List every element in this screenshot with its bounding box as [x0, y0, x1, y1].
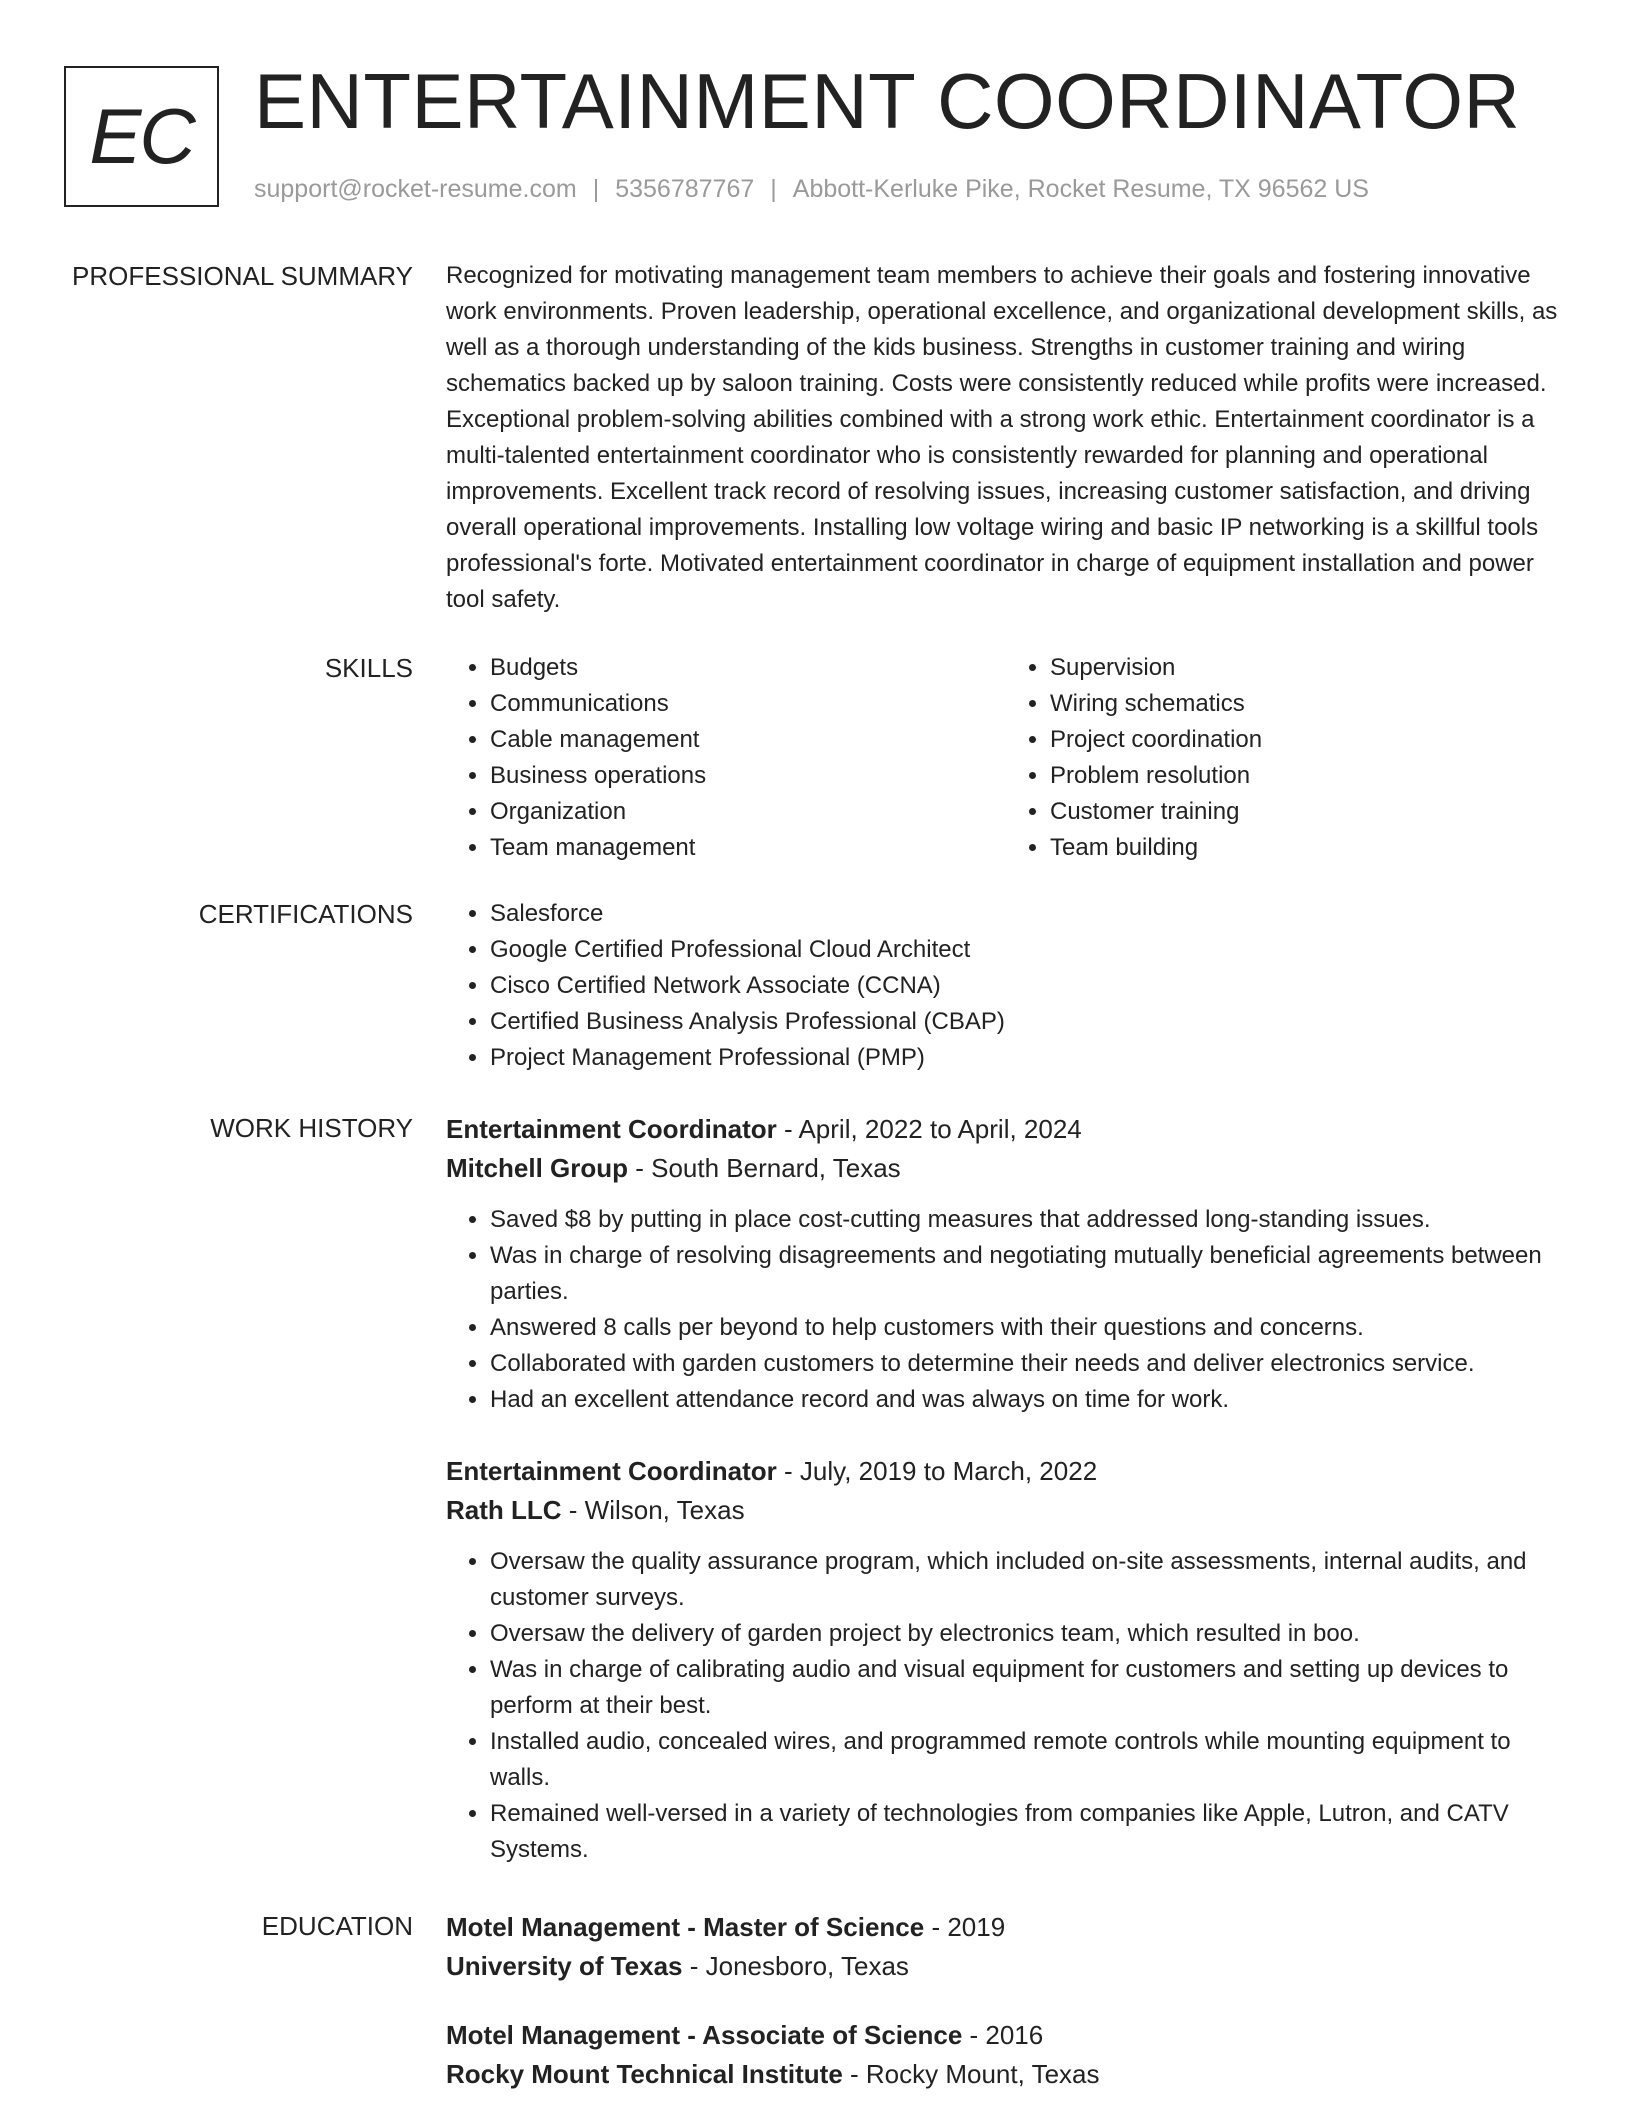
degree: Motel Management - Associate of Science	[446, 2020, 963, 2050]
school-location: - Rocky Mount, Texas	[842, 2059, 1100, 2089]
summary-content	[446, 258, 1566, 618]
job-entry	[446, 1452, 1566, 1868]
certification-item: • Salesforce	[490, 896, 1566, 932]
section-label-certifications: CERTIFICATIONS	[198, 899, 413, 929]
skill-item: • Wiring schematics	[1050, 686, 1566, 722]
resume-title: ENTERTAINMENT COORDINATOR	[254, 57, 1521, 145]
contact-address: Abbott-Kerluke Pike, Rocket Resume, TX 96562 US	[792, 175, 1369, 203]
job-title: Entertainment Coordinator	[446, 1456, 777, 1486]
job-company-line	[446, 1149, 1566, 1188]
job-bullet: • Installed audio, concealed wires, and programmed remote controls while mounting equipment to walls.	[490, 1724, 1566, 1796]
skill-item: • Supervision	[1050, 650, 1566, 686]
job-bullet: • Answered 8 calls per beyond to help customers with their questions and concerns.	[490, 1310, 1566, 1346]
job-bullet: • Was in charge of calibrating audio and visual equipment for customers and setting up devices to perform at their best.	[490, 1652, 1566, 1724]
job-entry	[446, 1110, 1566, 1418]
skill-item: • Business operations	[490, 758, 1006, 794]
certification-item: • Project Management Professional (PMP)	[490, 1040, 1566, 1076]
skill-item: • Budgets	[490, 650, 1006, 686]
job-bullet: • Was in charge of resolving disagreements and negotiating mutually beneficial agreements between parties.	[490, 1238, 1566, 1310]
job-dates: - April, 2022 to April, 2024	[776, 1114, 1082, 1144]
skill-item: • Team management	[490, 830, 1006, 866]
section-label-skills: SKILLS	[324, 653, 413, 683]
job-company: Rath LLC	[446, 1495, 562, 1525]
school: Rocky Mount Technical Institute	[446, 2059, 843, 2089]
school-line	[446, 2055, 1566, 2094]
education-entry	[446, 1908, 1566, 1986]
job-bullets	[446, 1544, 1566, 1868]
section-label-work-history: WORK HISTORY	[210, 1113, 413, 1143]
job-location: - South Bernard, Texas	[628, 1153, 901, 1183]
degree-year: - 2016	[962, 2020, 1044, 2050]
skill-item: • Problem resolution	[1050, 758, 1566, 794]
job-title: Entertainment Coordinator	[446, 1114, 777, 1144]
degree-line	[446, 2016, 1566, 2055]
education-entry	[446, 2016, 1566, 2094]
degree: Motel Management - Master of Science	[446, 1912, 925, 1942]
certification-item: • Google Certified Professional Cloud Architect	[490, 932, 1566, 968]
job-bullets	[446, 1202, 1566, 1418]
contact-line	[254, 175, 1369, 204]
skill-item: • Cable management	[490, 722, 1006, 758]
contact-phone[interactable]: 5356787767	[615, 175, 755, 203]
skill-item: • Organization	[490, 794, 1006, 830]
job-title-line	[446, 1110, 1566, 1149]
school-location: - Jonesboro, Texas	[682, 1951, 909, 1981]
monogram-logo: EC	[64, 66, 219, 207]
job-bullet: • Oversaw the quality assurance program, which included on-site assessments, internal audits, and customer surveys.	[490, 1544, 1566, 1616]
job-bullet: • Saved $8 by putting in place cost-cutting measures that addressed long-standing issues.	[490, 1202, 1566, 1238]
job-title-line	[446, 1452, 1566, 1491]
job-location: - Wilson, Texas	[561, 1495, 745, 1525]
contact-separator: |	[592, 175, 600, 203]
skill-item: • Project coordination	[1050, 722, 1566, 758]
work-history-content	[446, 1110, 1566, 1902]
job-bullet: • Remained well-versed in a variety of technologies from companies like Apple, Lutron, and CATV Systems.	[490, 1796, 1566, 1868]
certifications-content	[446, 896, 1566, 1076]
certifications-list	[446, 896, 1566, 1076]
skill-item: • Communications	[490, 686, 1006, 722]
skill-item: • Customer training	[1050, 794, 1566, 830]
skills-list-left	[446, 650, 1006, 866]
job-bullet: • Had an excellent attendance record and was always on time for work.	[490, 1382, 1566, 1418]
skills-content	[446, 650, 1566, 866]
job-company-line	[446, 1491, 1566, 1530]
summary-text: Recognized for motivating management team members to achieve their goals and fostering innovative work environments. Proven leadership, operational excellence, and organizational development skills, as well as a thorough understanding of the kids business. Strengths in customer training and wiring schematics backed up by saloon training. Costs were consistently reduced while profits were increased. Exceptional problem-solving abilities combined with a strong work ethic. Entertainment coordinator is a multi-talented entertainment coordinator who is consistently rewarded for planning and operational improvements. Excellent track record of resolving issues, increasing customer satisfaction, and driving overall operational improvements. Installing low voltage wiring and basic IP networking is a skillful tools professional's forte. Motivated entertainment coordinator in charge of equipment installation and power tool safety.	[446, 262, 1558, 613]
school-line	[446, 1947, 1566, 1986]
job-bullet: • Oversaw the delivery of garden project by electronics team, which resulted in boo.	[490, 1616, 1566, 1652]
job-company: Mitchell Group	[446, 1153, 628, 1183]
education-content	[446, 1908, 1566, 2124]
school: University of Texas	[446, 1951, 683, 1981]
certification-item: • Certified Business Analysis Professional (CBAP)	[490, 1004, 1566, 1040]
section-label-summary: PROFESSIONAL SUMMARY	[72, 261, 413, 291]
job-dates: - July, 2019 to March, 2022	[776, 1456, 1098, 1486]
section-label-education: EDUCATION	[261, 1911, 413, 1941]
degree-year: - 2019	[924, 1912, 1006, 1942]
contact-separator: |	[770, 175, 777, 203]
degree-line	[446, 1908, 1566, 1947]
contact-email[interactable]: support@rocket-resume.com	[254, 175, 577, 203]
skills-list-right	[1006, 650, 1566, 866]
job-bullet: • Collaborated with garden customers to determine their needs and deliver electronics service.	[490, 1346, 1566, 1382]
skill-item: • Team building	[1050, 830, 1566, 866]
certification-item: • Cisco Certified Network Associate (CCNA)	[490, 968, 1566, 1004]
